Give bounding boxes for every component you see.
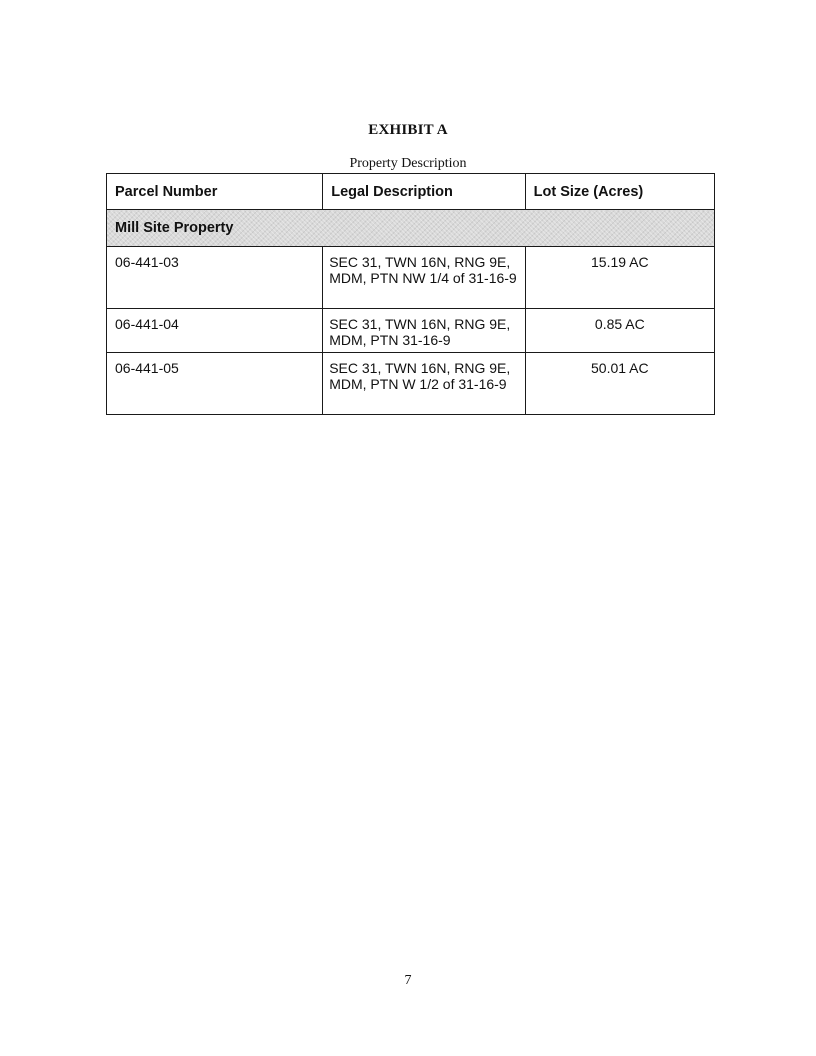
group-row-mill-site bbox=[107, 210, 715, 247]
table-header-row bbox=[107, 174, 715, 210]
legal-description-cell: SEC 31, TWN 16N, RNG 9E, MDM, PTN NW 1/4 of 31-16-9 bbox=[323, 247, 525, 309]
legal-description-cell: SEC 31, TWN 16N, RNG 9E, MDM, PTN 31-16-9 bbox=[323, 309, 525, 353]
group-label: Mill Site Property bbox=[107, 210, 715, 247]
header-parcel-number: Parcel Number bbox=[107, 174, 323, 210]
parcel-number-cell: 06-441-05 bbox=[107, 353, 323, 415]
lot-size-cell: 0.85 AC bbox=[525, 309, 714, 353]
table-row bbox=[107, 309, 715, 353]
page-title: EXHIBIT A bbox=[368, 122, 448, 138]
page-number: 7 bbox=[404, 973, 412, 988]
parcel-number-cell: 06-441-03 bbox=[107, 247, 323, 309]
header-legal-description: Legal Description bbox=[323, 174, 525, 210]
table-row bbox=[107, 353, 715, 415]
table-caption: Property Description bbox=[349, 156, 467, 171]
lot-size-cell: 15.19 AC bbox=[525, 247, 714, 309]
parcel-number-cell: 06-441-04 bbox=[107, 309, 323, 353]
property-description-table bbox=[106, 173, 715, 415]
header-lot-size: Lot Size (Acres) bbox=[525, 174, 714, 210]
legal-description-cell: SEC 31, TWN 16N, RNG 9E, MDM, PTN W 1/2 of 31-16-9 bbox=[323, 353, 525, 415]
table-row bbox=[107, 247, 715, 309]
lot-size-cell: 50.01 AC bbox=[525, 353, 714, 415]
